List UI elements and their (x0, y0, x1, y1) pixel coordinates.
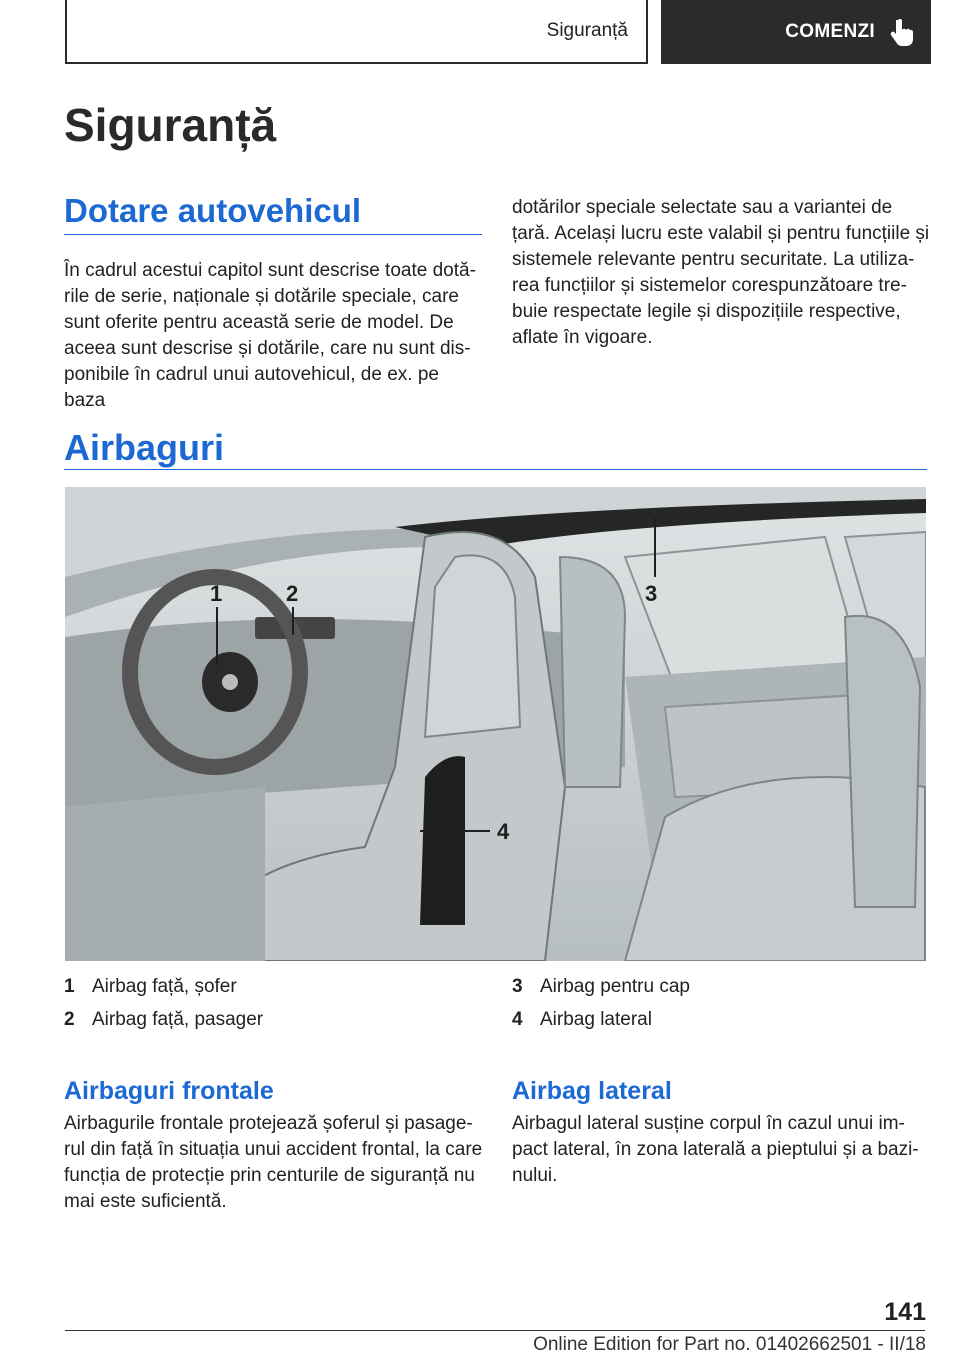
legend-number: 1 (64, 976, 75, 997)
callout-3: 3 (645, 581, 658, 606)
car-interior-illustration (65, 487, 926, 961)
heading-rule (64, 469, 927, 470)
page-number: 141 (884, 1298, 926, 1326)
legend-label: Airbag față, șofer (92, 976, 237, 997)
text-line: aceea sunt descrise și dotările, care nu sunt dis- (64, 338, 471, 359)
callout-4: 4 (497, 819, 510, 844)
legend-number: 4 (512, 1009, 523, 1030)
side-airbag-text (512, 1111, 932, 1189)
text-line: În cadrul acestui capitol sunt descrise toate dotă- (64, 260, 476, 281)
text-line: rea funcțiilor și sistemelor corespunzătoare tre- (512, 275, 907, 296)
text-line: dotărilor speciale selectate sau a variantei de (512, 197, 893, 218)
callout-1: 1 (210, 581, 223, 606)
text-line: rile de serie, naționale și dotările speciale, care (64, 286, 459, 307)
front-airbags-text (64, 1111, 494, 1215)
legend-label: Airbag lateral (540, 1009, 652, 1030)
text-line: Airbagurile frontale protejează șoferul și pasage- (64, 1113, 473, 1134)
text-line: țară. Același lucru este valabil și pentru funcțiile și (512, 223, 930, 244)
tab-commands[interactable] (661, 0, 931, 64)
text-line: mai este suficientă. (64, 1191, 227, 1212)
airbag-figure (65, 487, 926, 961)
legend-item (64, 1009, 263, 1031)
equipment-text-right (512, 195, 937, 351)
heading-front-airbags: Airbaguri frontale (64, 1077, 274, 1105)
heading-side-airbag: Airbag lateral (512, 1077, 672, 1105)
legend-item (512, 976, 690, 998)
legend-item (512, 1009, 652, 1031)
text-line: ponibile în cadrul unui autovehicul, de ex. pe baza (64, 364, 439, 411)
equipment-text-left (64, 258, 484, 414)
tab-section-label: Siguranță (546, 20, 628, 41)
tab-section-safety[interactable] (65, 0, 648, 64)
heading-equipment: Dotare autovehicul (64, 192, 362, 229)
text-line: aflate în vigoare. (512, 327, 653, 348)
text-line: pact lateral, în zona laterală a pieptului și a bazi- (512, 1139, 919, 1160)
legend-item (64, 976, 237, 998)
text-line: Airbagul lateral susține corpul în cazul unui im- (512, 1113, 905, 1134)
tab-commands-label: COMENZI (785, 21, 875, 42)
text-line: buie respectate legile și dispozițiile respective, (512, 301, 901, 322)
footer-edition: Online Edition for Part no. 01402662501 - II/18 (533, 1334, 926, 1355)
text-line: sistemele relevante pentru securitate. La utiliza- (512, 249, 915, 270)
heading-rule (64, 234, 482, 235)
heading-airbags: Airbaguri (64, 427, 225, 468)
legend-label: Airbag față, pasager (92, 1009, 264, 1030)
text-line: funcția de protecție prin centurile de siguranță nu (64, 1165, 475, 1186)
callout-2: 2 (286, 581, 299, 606)
text-line: rul din față în situația unui accident frontal, la care (64, 1139, 483, 1160)
page-title: Siguranță (64, 99, 277, 151)
legend-number: 2 (64, 1009, 75, 1030)
legend-label: Airbag pentru cap (540, 976, 690, 997)
legend-number: 3 (512, 976, 523, 997)
footer-rule (65, 1330, 925, 1331)
text-line: sunt oferite pentru această serie de model. De (64, 312, 454, 333)
text-line: nului. (512, 1165, 558, 1186)
hand-pointer-icon (889, 17, 915, 47)
